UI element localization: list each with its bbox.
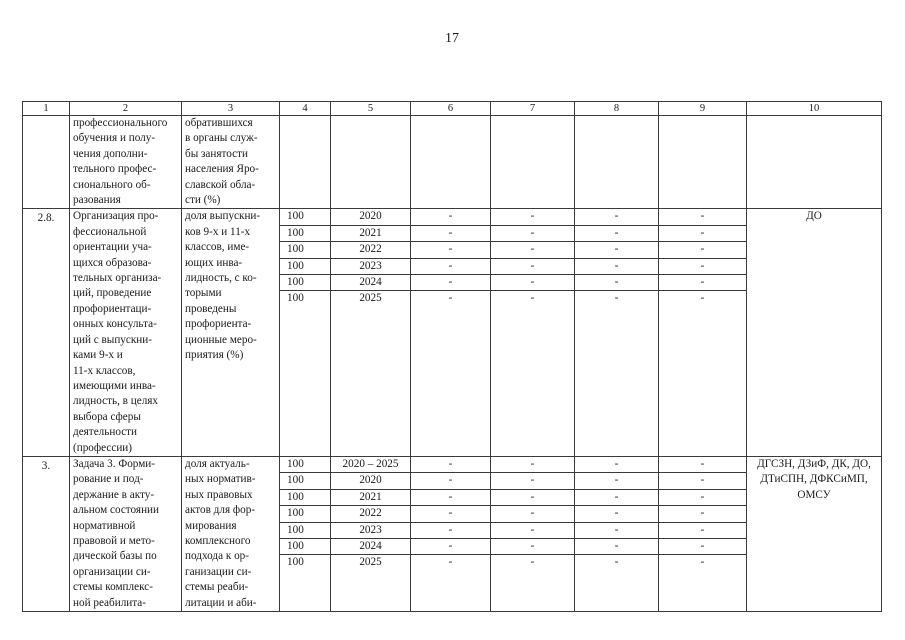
sub-value: 2022	[331, 242, 410, 258]
sub-value: -	[491, 490, 574, 506]
activity-cell	[70, 116, 182, 209]
header-cell: 10	[747, 102, 882, 116]
sub-value: -	[491, 259, 574, 275]
text-line: ков 9-х и 11-х	[185, 225, 251, 238]
text-line: ками 9-х и	[73, 349, 123, 362]
sub-value: 2020	[331, 209, 410, 225]
text-line: актов для фор-	[185, 504, 256, 517]
indicator-cell	[182, 116, 280, 209]
sub-value: -	[659, 242, 746, 258]
table-row	[23, 116, 882, 209]
sub-value: -	[575, 523, 658, 539]
sub-value: -	[659, 209, 746, 225]
header-row	[23, 102, 882, 116]
page-number: 17	[445, 31, 459, 46]
text-line: ющих инва-	[185, 256, 243, 269]
sub-value: -	[659, 275, 746, 291]
text-line: стемы комплекс-	[73, 581, 153, 594]
text-line: ных норматив-	[185, 473, 256, 486]
text-line: имеющими инва-	[73, 379, 156, 392]
year-cell	[331, 116, 411, 209]
sub-value: -	[700, 556, 705, 569]
sub-value: -	[411, 275, 490, 291]
value-cell	[411, 209, 491, 457]
table-row	[23, 209, 882, 457]
value-cell	[491, 456, 575, 611]
sub-value: -	[491, 473, 574, 489]
sub-value: -	[491, 457, 574, 473]
sub-value: -	[659, 506, 746, 522]
text-line: сионального об-	[73, 178, 151, 191]
text-line: разования	[73, 194, 121, 207]
sub-value: -	[575, 259, 658, 275]
sub-value: -	[575, 506, 658, 522]
value-cell	[659, 456, 747, 611]
sub-value: -	[411, 490, 490, 506]
year-cell	[331, 209, 411, 457]
sub-value: -	[575, 473, 658, 489]
sub-value: 100	[280, 490, 330, 506]
header-cell: 9	[659, 102, 747, 116]
year-cell	[331, 456, 411, 611]
text-line: торыми	[185, 287, 222, 300]
text-line: нормативной	[73, 519, 136, 532]
header-cell: 2	[70, 102, 182, 116]
text-line: ций, проведение	[73, 287, 152, 300]
sub-value: -	[491, 539, 574, 555]
sub-value: -	[411, 209, 490, 225]
sub-value: -	[614, 556, 619, 569]
text-line: тельного профес-	[73, 163, 157, 176]
sub-value: -	[530, 556, 535, 569]
header-cell: 4	[280, 102, 331, 116]
document-table	[22, 101, 882, 612]
sub-value: 2020 – 2025	[331, 457, 410, 473]
sub-value: 2024	[331, 275, 410, 291]
sub-value: -	[659, 523, 746, 539]
sub-value: -	[411, 506, 490, 522]
sub-value: -	[411, 259, 490, 275]
text-line: онных консульта-	[73, 318, 157, 331]
text-line: Организация про-	[73, 210, 159, 223]
text-line: приятия (%)	[185, 349, 244, 362]
text-line: выбора сферы	[73, 410, 141, 423]
sub-value: -	[491, 523, 574, 539]
sub-value: -	[575, 275, 658, 291]
sub-value: -	[448, 556, 453, 569]
indicator-cell	[182, 456, 280, 611]
sub-value: -	[530, 292, 535, 305]
sub-value: 100	[280, 242, 330, 258]
sub-value: 100	[280, 259, 330, 275]
value-cell	[659, 116, 747, 209]
sub-value: 100	[280, 473, 330, 489]
value-cell	[491, 116, 575, 209]
sub-value: -	[448, 292, 453, 305]
sub-value: 100	[287, 292, 304, 305]
value-cell	[575, 209, 659, 457]
text-line: профориента-	[185, 318, 252, 331]
sub-value: 2024	[331, 539, 410, 555]
row-number-cell: 3.	[23, 456, 70, 611]
executor-cell: ДО	[747, 209, 882, 457]
sub-value: 2020	[331, 473, 410, 489]
text-line: доля актуаль-	[185, 457, 250, 470]
sub-value: 100	[280, 457, 330, 473]
text-line: ций с выпускни-	[73, 333, 153, 346]
sub-value: -	[614, 292, 619, 305]
text-line: сти (%)	[185, 194, 221, 207]
executor-cell: ДГСЗН, ДЗиФ, ДК, ДО, ДТиСПН, ДФКСиМП, ОМСУ	[747, 456, 882, 611]
text-line: бы занятости	[185, 147, 248, 160]
sub-value: -	[700, 292, 705, 305]
text-line: лидность, с ко-	[185, 272, 257, 285]
sub-value: 100	[280, 226, 330, 242]
text-line: литации и аби-	[185, 596, 257, 609]
value-cell	[280, 209, 331, 457]
sub-value: -	[575, 539, 658, 555]
text-line: щихся образова-	[73, 256, 152, 269]
sub-value: 2021	[331, 226, 410, 242]
value-cell	[659, 209, 747, 457]
sub-value: -	[659, 473, 746, 489]
text-line: ориентации уча-	[73, 241, 152, 254]
text-line: фессиональной	[73, 225, 147, 238]
text-line: профессионального	[73, 117, 168, 129]
activity-cell	[70, 209, 182, 457]
text-line: (профессии)	[73, 441, 133, 454]
sub-value: -	[575, 209, 658, 225]
sub-value: -	[491, 275, 574, 291]
text-line: ционные меро-	[185, 333, 257, 346]
sub-value: -	[491, 242, 574, 258]
sub-value: 100	[280, 275, 330, 291]
sub-value: -	[411, 226, 490, 242]
sub-value: 2025	[359, 556, 382, 569]
indicator-cell	[182, 209, 280, 457]
text-line: мирования	[185, 519, 237, 532]
sub-value: -	[411, 523, 490, 539]
sub-value: -	[575, 490, 658, 506]
text-line: славской обла-	[185, 178, 256, 191]
header-cell: 7	[491, 102, 575, 116]
sub-value: 100	[280, 506, 330, 522]
value-cell	[411, 456, 491, 611]
sub-value: 2025	[359, 292, 382, 305]
sub-value: -	[491, 506, 574, 522]
sub-value: -	[659, 457, 746, 473]
text-line: в органы служ-	[185, 132, 258, 145]
text-line: проведены	[185, 302, 237, 315]
sub-value: -	[411, 457, 490, 473]
text-line: Задача 3. Форми-	[73, 457, 156, 470]
text-line: лидность, в целях	[73, 395, 159, 408]
sub-value: 100	[280, 539, 330, 555]
value-cell	[411, 116, 491, 209]
sub-value: 100	[280, 523, 330, 539]
text-line: деятельности	[73, 426, 138, 439]
executor-cell	[747, 116, 882, 209]
row-number-cell	[23, 116, 70, 209]
text-line: альном состоянии	[73, 504, 160, 517]
header-cell: 6	[411, 102, 491, 116]
header-cell: 8	[575, 102, 659, 116]
sub-value: -	[575, 226, 658, 242]
text-line: 11-х классов,	[73, 364, 136, 377]
sub-value: 100	[280, 209, 330, 225]
text-line: стемы реаби-	[185, 581, 249, 594]
text-line: организации си-	[73, 565, 151, 578]
value-cell	[575, 456, 659, 611]
sub-value: -	[575, 457, 658, 473]
text-line: обратившихся	[185, 117, 253, 129]
text-line: профориентаци-	[73, 302, 152, 315]
text-line: ной реабилита-	[73, 596, 146, 609]
header-cell: 1	[23, 102, 70, 116]
sub-value: -	[491, 226, 574, 242]
value-cell	[280, 116, 331, 209]
text-line: держание в акту-	[73, 488, 155, 501]
text-line: ных правовых	[185, 488, 253, 501]
header-cell: 5	[331, 102, 411, 116]
value-cell	[491, 209, 575, 457]
text-line: обучения и полу-	[73, 132, 156, 145]
value-cell	[575, 116, 659, 209]
sub-value: -	[659, 539, 746, 555]
text-line: доля выпускни-	[185, 210, 261, 223]
sub-value: -	[575, 242, 658, 258]
row-number-cell: 2.8.	[23, 209, 70, 457]
sub-value: -	[411, 539, 490, 555]
text-line: рование и под-	[73, 473, 144, 486]
text-line: тельных организа-	[73, 272, 162, 285]
sub-value: -	[411, 242, 490, 258]
sub-value: -	[411, 473, 490, 489]
text-line: дической базы по	[73, 550, 157, 563]
text-line: чения дополни-	[73, 147, 148, 160]
sub-value: -	[659, 226, 746, 242]
sub-value: 2022	[331, 506, 410, 522]
text-line: комплексного	[185, 534, 251, 547]
sub-value: 2021	[331, 490, 410, 506]
text-line: населения Яро-	[185, 163, 259, 176]
sub-value: -	[491, 209, 574, 225]
sub-value: 2023	[331, 259, 410, 275]
activity-cell	[70, 456, 182, 611]
text-line: правовой и мето-	[73, 534, 155, 547]
text-line: ганизации си-	[185, 565, 252, 578]
header-cell: 3	[182, 102, 280, 116]
sub-value: -	[659, 259, 746, 275]
table-row	[23, 456, 882, 611]
text-line: подхода к ор-	[185, 550, 249, 563]
text-line: классов, име-	[185, 241, 250, 254]
sub-value: -	[659, 490, 746, 506]
sub-value: 100	[287, 556, 304, 569]
sub-value: 2023	[331, 523, 410, 539]
value-cell	[280, 456, 331, 611]
